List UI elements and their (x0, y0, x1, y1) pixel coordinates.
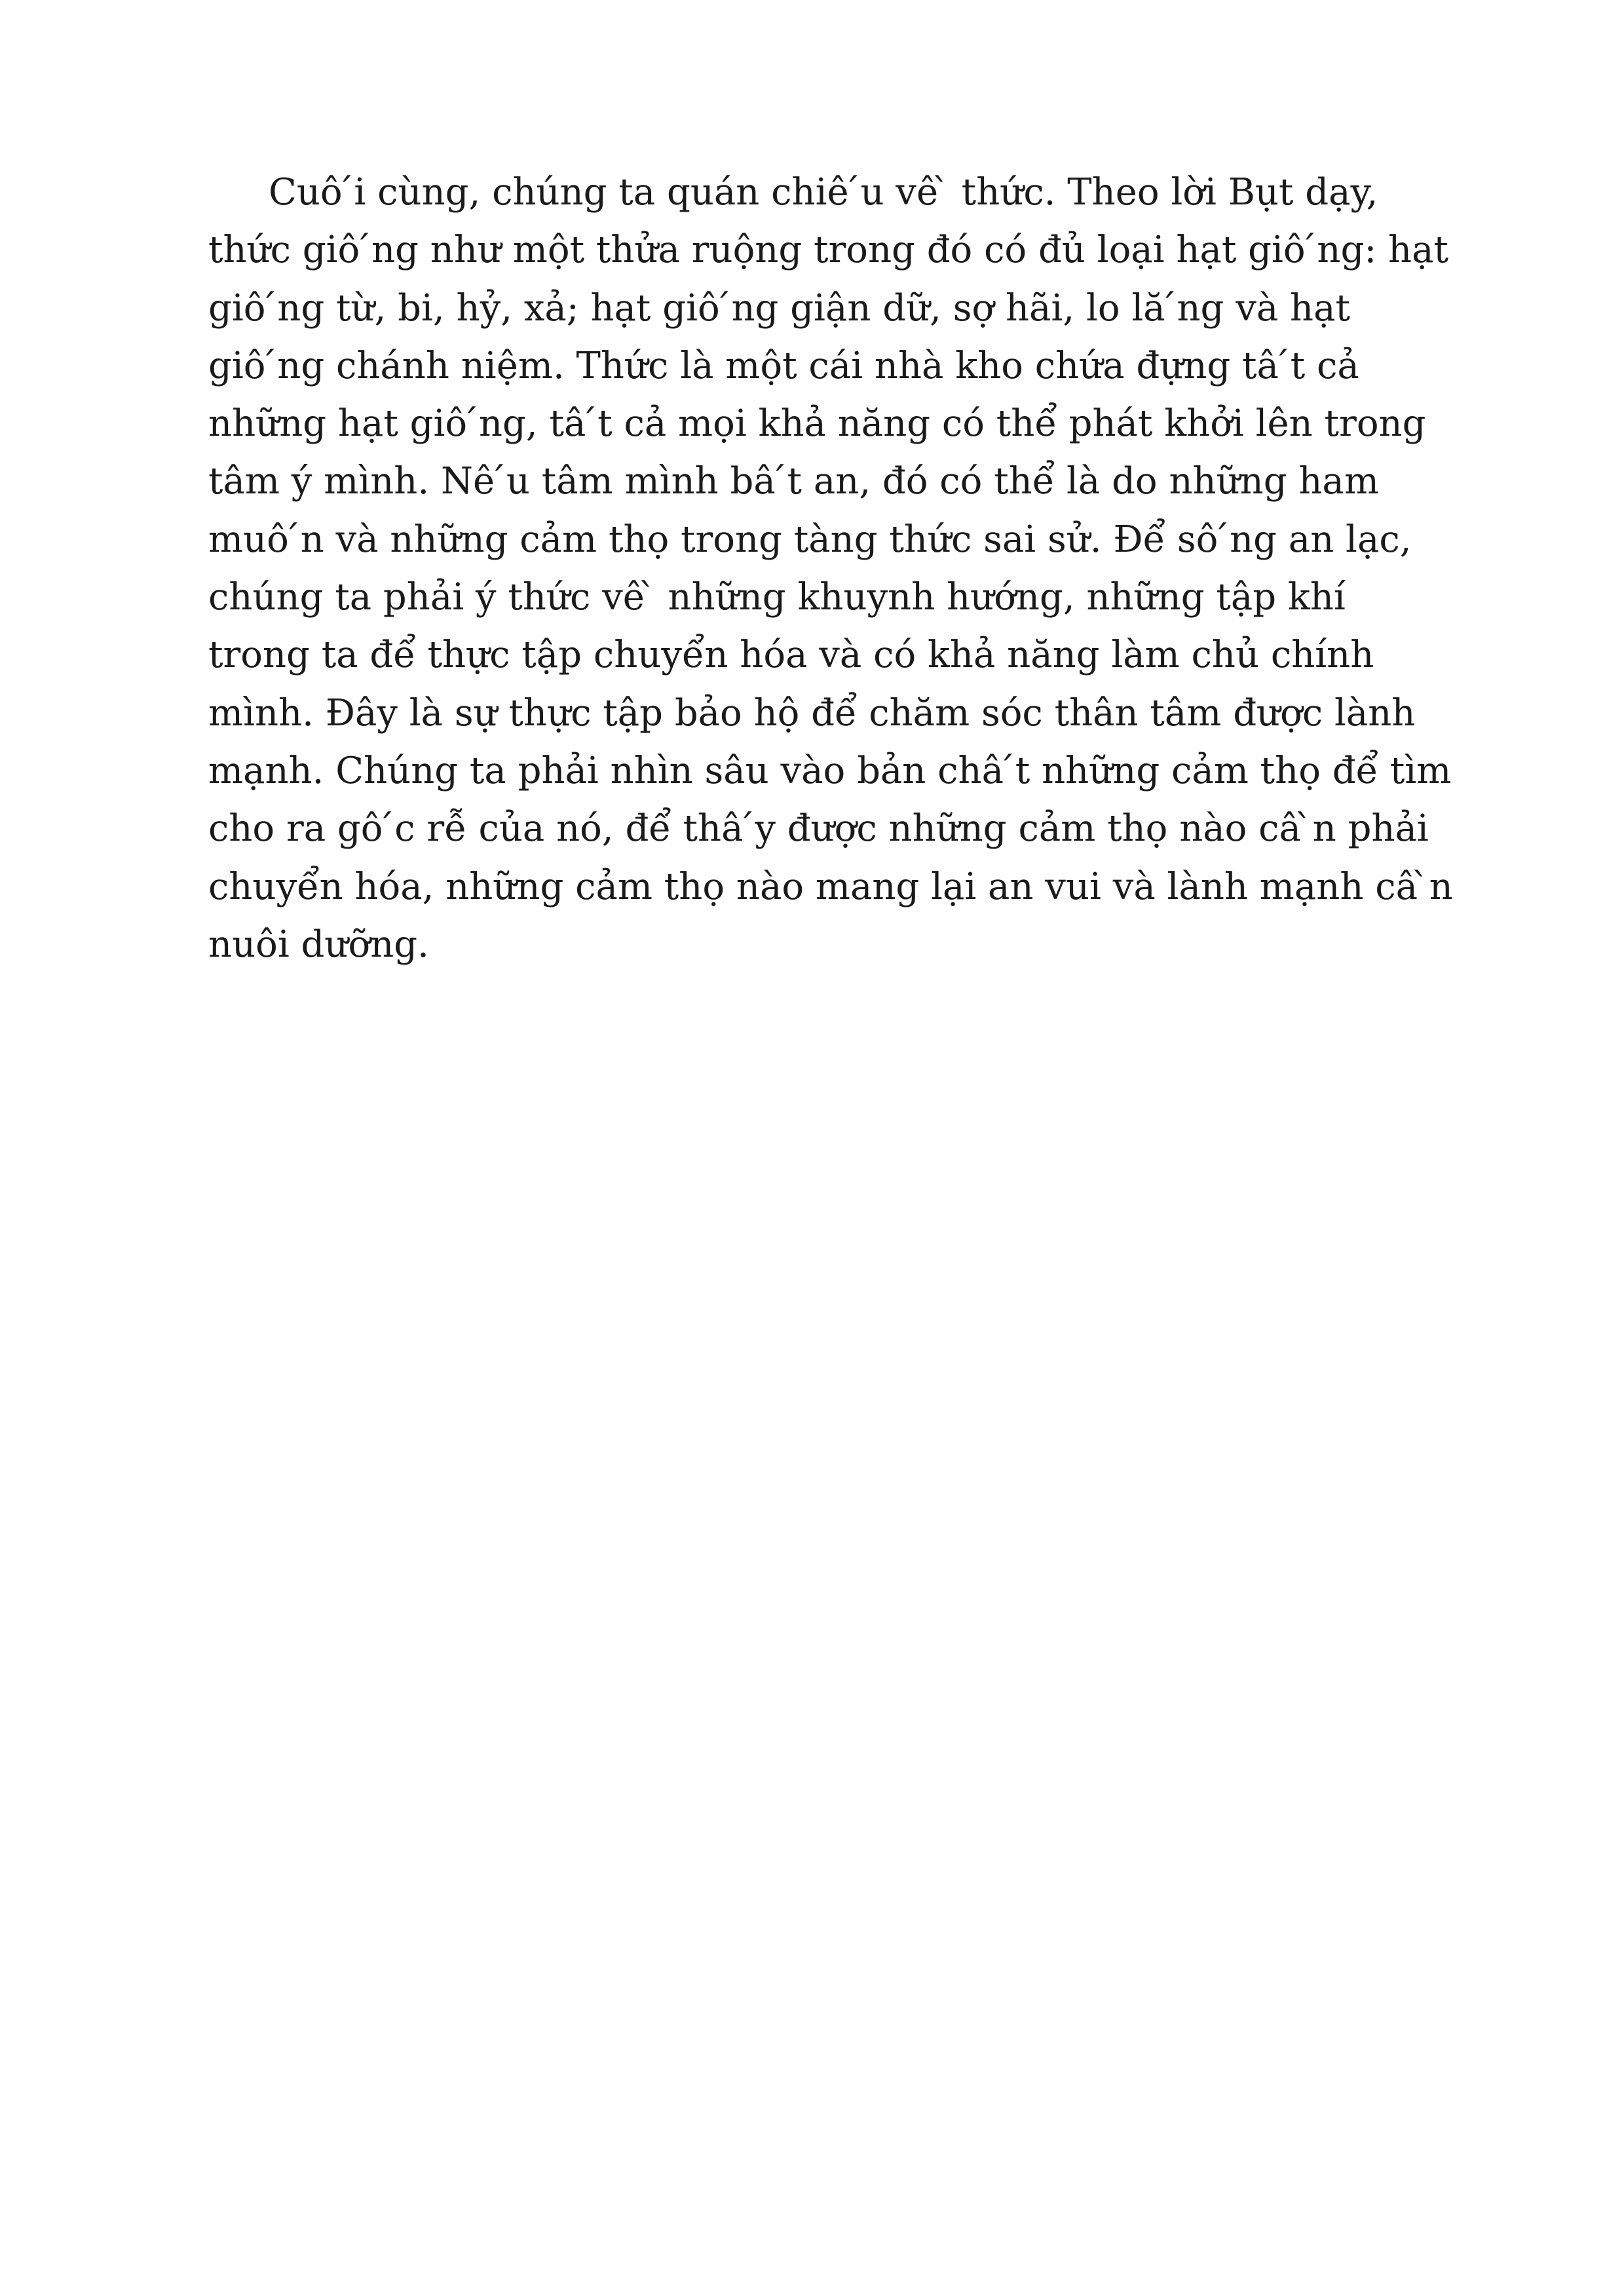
paragraph-line: chúng ta phải ý thức vê ̀ những khuynh hướng, những tập khí (208, 576, 1346, 619)
paragraph-line: trong ta để thực tập chuyển hóa và có khả năng làm chủ chính (208, 634, 1374, 677)
paragraph-line: chuyển hóa, những cảm thọ nào mang lại an vui và lành mạnh câ ̀n (208, 865, 1453, 908)
paragraph-line: muô ́n và những cảm thọ trong tàng thức sai sử. Để sô ́ng an lạc, (208, 518, 1412, 561)
paragraph-line: tâm ý mình. Nê ́u tâm mình bâ ́t an, đó có thể là do những ham (208, 460, 1379, 503)
paragraph-line: thức giô ́ng như một thửa ruộng trong đó có đủ loại hạt giô ́ng: hạt (208, 229, 1448, 272)
paragraph-line: mạnh. Chúng ta phải nhìn sâu vào bản châ ́t những cảm thọ để tìm (208, 749, 1452, 792)
paragraph-line: những hạt giô ́ng, tâ ́t cả mọi khả năng có thể phát khởi lên trong (208, 402, 1426, 446)
paragraph-line: giô ́ng chánh niệm. Thức là một cái nhà kho chứa đựng tâ ́t cả (208, 344, 1359, 387)
paragraph-line: nuôi dưỡng. (208, 923, 429, 966)
paragraph-line: giô ́ng từ, bi, hỷ, xả; hạt giô ́ng giận dữ, sợ hãi, lo lă ́ng và hạt (208, 286, 1350, 330)
body-paragraph (208, 164, 1453, 974)
paragraph-line: cho ra gô ́c rễ của nó, để thâ ́y được những cảm thọ nào câ ̀n phải (208, 807, 1429, 851)
paragraph-line: mình. Đây là sự thực tập bảo hộ để chăm sóc thân tâm được lành (208, 691, 1416, 735)
paragraph-line: Cuô ́i cùng, chúng ta quán chiê ́u vê ̀ thức. Theo lời Bụt dạy, (269, 171, 1378, 214)
